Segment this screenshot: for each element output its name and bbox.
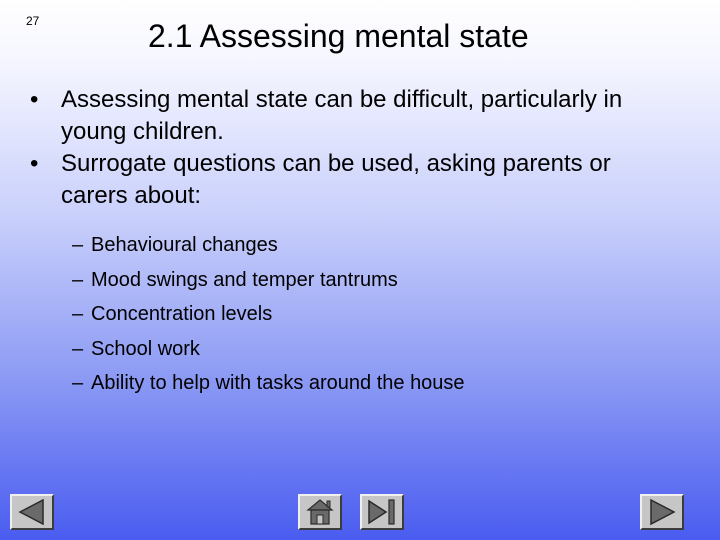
sub-bullet-list	[72, 228, 465, 401]
end-show-button[interactable]	[360, 494, 404, 530]
bullet-list	[30, 84, 630, 212]
bullet-item: • Assessing mental state can be difficult, particularly in young children.	[30, 84, 630, 148]
home-icon	[300, 496, 340, 528]
sub-bullet-item: – Mood swings and temper tantrums	[72, 263, 465, 298]
slide-number: 27	[26, 14, 40, 28]
sub-bullet-item: – Ability to help with tasks around the house	[72, 366, 465, 401]
next-slide-button[interactable]	[640, 494, 684, 530]
end-show-icon	[362, 496, 402, 528]
home-button[interactable]	[298, 494, 342, 530]
previous-slide-icon	[12, 496, 52, 528]
previous-slide-button[interactable]	[10, 494, 54, 530]
bullet-item: • Surrogate questions can be used, asking parents or carers about:	[30, 148, 630, 212]
sub-bullet-item: – School work	[72, 332, 465, 367]
sub-bullet-item: – Concentration levels	[72, 297, 465, 332]
slide-title: 2.1 Assessing mental state	[148, 18, 529, 54]
sub-bullet-item: – Behavioural changes	[72, 228, 465, 263]
next-slide-icon	[642, 496, 682, 528]
